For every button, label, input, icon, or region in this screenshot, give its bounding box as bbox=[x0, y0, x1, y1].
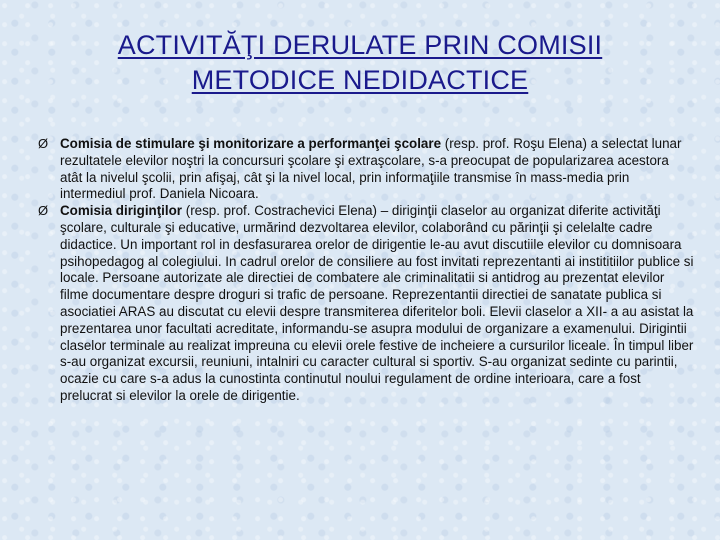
slide-title-line-1: ACTIVITĂŢI DERULATE PRIN COMISII bbox=[117, 30, 603, 60]
bullet-list bbox=[38, 136, 694, 405]
bullet-text: (resp. prof. Costrachevici Elena) – diriginţii claselor au organizat diferite activităţi şcolare, culturale şi educative, urmărind dezvoltarea elevilor, colaborând cu părinţii şi celelalte cadre didactice. Un important rol in desfasurarea orelor de dirigentie le-au avut discutiile elevilor cu domnisoara psihopedagog al colegiului. In cadrul orelor de consiliere au fost invitati reprezentanti ai instititiilor publice si locale. Persoane autorizate ale directiei de combatere ale criminalitatii si antidrog au prezentat elevilor filme documentare despre droguri si trafic de persoane. Reprezentantii directiei de sanatate publica si asociatiei ARAS au discutat cu elevii despre transmiterea diferitelor boli. Elevii claselor a XII- a au asistat la prezentarea unor facultati acreditate, informandu-se asupra modului de organizare a examenului. Dirigintii claselor terminale au realizat impreuna cu elevii orele festive de incheiere a cursurilor liceale. În timpul liber s-au organizat excursii, reuniuni, intalniri cu caracter cultural si sportiv. S-au organizat sedinte cu parintii, ocazie cu care s-a adus la cunostinta continutul noului regulament de ordine interioara, care a fost prelucrat si elevilor la orele de dirigentie. bbox=[60, 203, 694, 403]
slide-title bbox=[40, 28, 680, 98]
arrow-bullet-icon: Ø bbox=[38, 203, 49, 219]
bullet-item-dirigintilor bbox=[38, 203, 694, 405]
bullet-heading: Comisia diriginţilor bbox=[60, 203, 183, 219]
bullet-text: (resp. prof. Roşu Elena) a selectat lunar rezultatele elevilor noştri la concursuri şcolare şi extraşcolare, s-a preocupat de popularizarea acestora atât la nivelul şcolii, prin afişaj, cât şi la nivel local, prin informaţiile transmise în mass-media prin intermediul prof. Daniela Nicoara. bbox=[60, 136, 682, 202]
bullet-item-stimulare bbox=[38, 136, 694, 203]
arrow-bullet-icon: Ø bbox=[38, 136, 49, 151]
slide-title-line-2: METODICE NEDIDACTICE bbox=[191, 65, 529, 95]
bullet-heading: Comisia de stimulare şi monitorizare a performanţei şcolare bbox=[60, 136, 442, 151]
